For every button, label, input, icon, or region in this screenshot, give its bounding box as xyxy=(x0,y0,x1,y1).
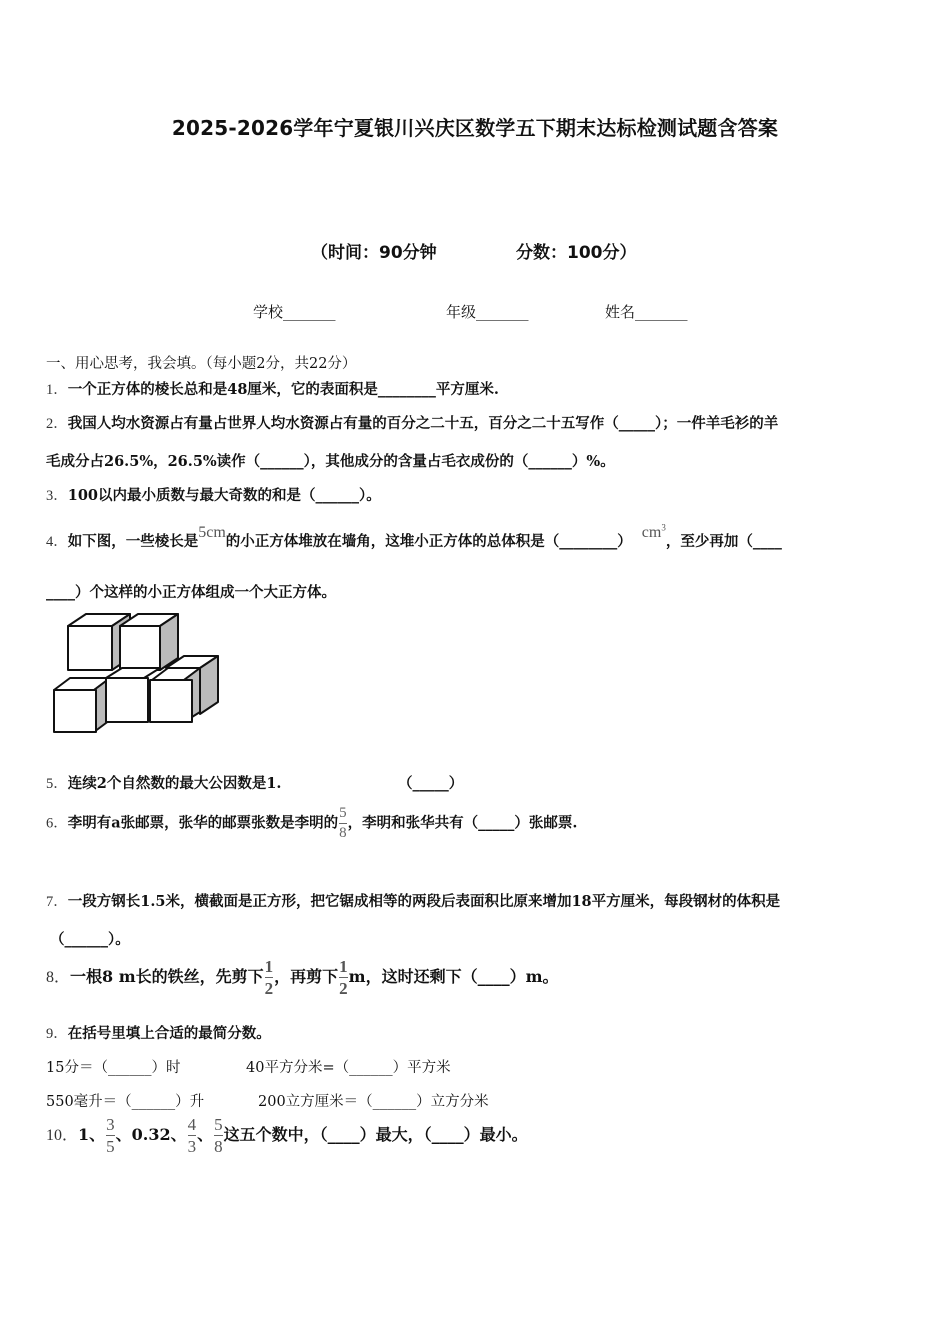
fraction-4-3: $\frac{4}{3}$ xyxy=(187,1115,197,1156)
page-title: 2025-2026学年宁夏银川兴庆区数学五下期末达标检测试题含答案 xyxy=(171,116,779,140)
question-8: 8．一根8 m长的铁丝，先剪下 $\frac{1}{2}$ ，再剪下 $\frac{1}{2}$ m，这时还剩下（____）m。 xyxy=(46,957,559,998)
question-2-line-2: 毛成分占26.5%，26.5%读作（______），其他成分的含量占毛衣成份的（______）%。 xyxy=(46,453,615,470)
question-9-row-1a: 15分＝（______）时 xyxy=(46,1060,181,1076)
fraction-5-8: $\frac{5}{8}$ xyxy=(339,805,347,841)
question-5: 5．连续2个自然数的最大公因数是1. xyxy=(46,775,282,792)
fraction-1-2: $\frac{1}{2}$ xyxy=(264,957,274,998)
unit-5cm: 5cm xyxy=(198,524,226,541)
question-2: 2．我国人均水资源占有量占世界人均水资源占有量的百分之二十五，百分之二十五写作（_____）；一件羊毛衫的羊 xyxy=(46,415,779,432)
cube-front-face xyxy=(106,678,148,722)
question-3: 3．100以内最小质数与最大奇数的和是（______）。 xyxy=(46,487,381,504)
cube-stack-figure xyxy=(48,612,223,737)
question-6: 6．李明有a张邮票，张华的邮票张数是李明的 $\frac{5}{8}$ ，李明和张华共有（_____）张邮票. xyxy=(46,805,578,841)
question-4: 4．如下图，一些棱长是5cm的小正方体堆放在墙角，这堆小正方体的总体积是$(\_\_\_\_\_\_\_\_)cm^3$，至少再加（____ xyxy=(46,522,782,550)
school-field: 学校_______ xyxy=(253,303,336,321)
unit-cm3: $cm^3$ xyxy=(641,522,666,541)
cube-front-face xyxy=(150,680,192,722)
question-9-row-2a: 550毫升＝（______）升 xyxy=(46,1094,205,1110)
question-9: 9．在括号里填上合适的最简分数。 xyxy=(46,1025,271,1042)
question-9-row-1b: 40平方分米=（______）平方米 xyxy=(246,1060,451,1076)
fraction-5-8: $\frac{5}{8}$ xyxy=(214,1115,223,1156)
question-4-line-2: ____）个这样的小正方体组成一个大正方体。 xyxy=(46,584,336,601)
exam-time: （时间：90分钟 xyxy=(311,243,437,263)
cube-front-face xyxy=(54,690,96,732)
question-7-line-2: （______）。 xyxy=(50,931,130,948)
exam-score: 分数：100分） xyxy=(516,243,637,263)
cube-front-face xyxy=(120,626,160,670)
fraction-1-2: $\frac{1}{2}$ xyxy=(339,957,348,998)
fraction-3-5: $\frac{3}{5}$ xyxy=(106,1115,115,1156)
name-field: 姓名_______ xyxy=(605,303,688,321)
cube-front-face xyxy=(68,626,112,670)
section-heading: 一、用心思考，我会填。（每小题2分，共22分） xyxy=(46,356,357,372)
question-10: 10．1、 $\frac{3}{5}$ 、0.32、 $\frac{4}{3}$ 、 $\frac{5}{8}$ 这五个数中，（____）最大，（____）最小。 xyxy=(46,1115,528,1156)
question-5-blank: （_____） xyxy=(398,775,464,792)
question-1: 1．一个正方体的棱长总和是48厘米，它的表面积是________平方厘米. xyxy=(46,381,499,398)
question-9-row-2b: 200立方厘米＝（______）立方分米 xyxy=(258,1094,489,1110)
grade-field: 年级_______ xyxy=(446,303,529,321)
question-7: 7．一段方钢长1.5米，横截面是正方形，把它锯成相等的两段后表面积比原来增加18平方厘米，每段钢材的体积是 xyxy=(46,893,781,910)
